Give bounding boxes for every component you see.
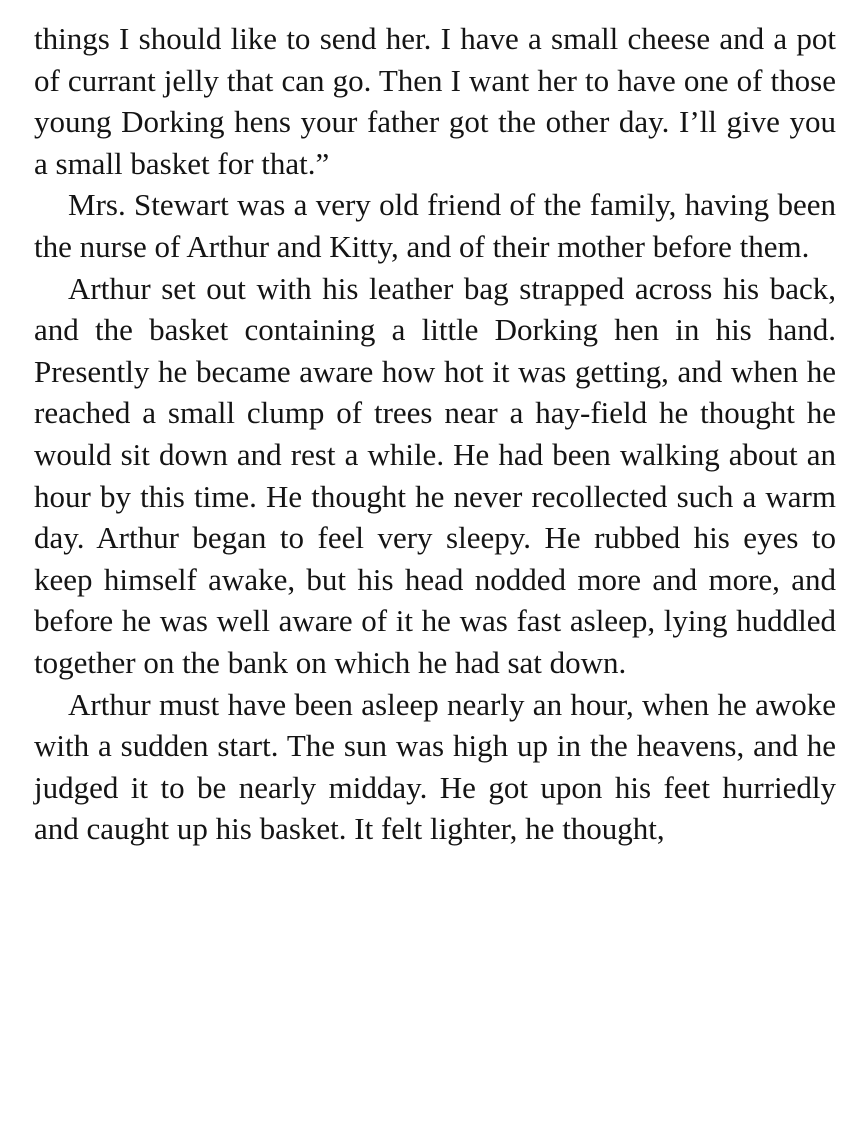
paragraph-4: Arthur must have been asleep nearly an hour, when he awoke with a sudden start. The sun was high up in the heavens, and he judged it to be nearly midday. He got upon his feet hurriedly and caught up his basket. It felt lighter, he thought, bbox=[34, 686, 836, 847]
paragraph-2: Mrs. Stewart was a very old friend of the family, having been the nurse of Arthur and Kitty, and of their mother before them. bbox=[34, 187, 836, 264]
paragraph-1: things I should like to send her. I have a small cheese and a pot of currant jelly that can go. Then I want her to have one of those young Dorking hens your father got the other day. I’ll give you a small basket for that.” bbox=[34, 21, 836, 181]
book-page bbox=[34, 18, 836, 850]
paragraph-3: Arthur set out with his leather bag strapped across his back, and the basket containing a little Dorking hen in his hand. Presently he became aware how hot it was getting, and when he reached a small clump of trees near a hay-field he thought he would sit down and rest a while. He had been walking about an hour by this time. He thought he never recollected such a warm day. Arthur began to feel very sleepy. He rubbed his eyes to keep himself awake, but his head nodded more and more, and before he was well aware of it he was fast asleep, lying huddled together on the bank on which he had sat down. bbox=[34, 270, 836, 680]
